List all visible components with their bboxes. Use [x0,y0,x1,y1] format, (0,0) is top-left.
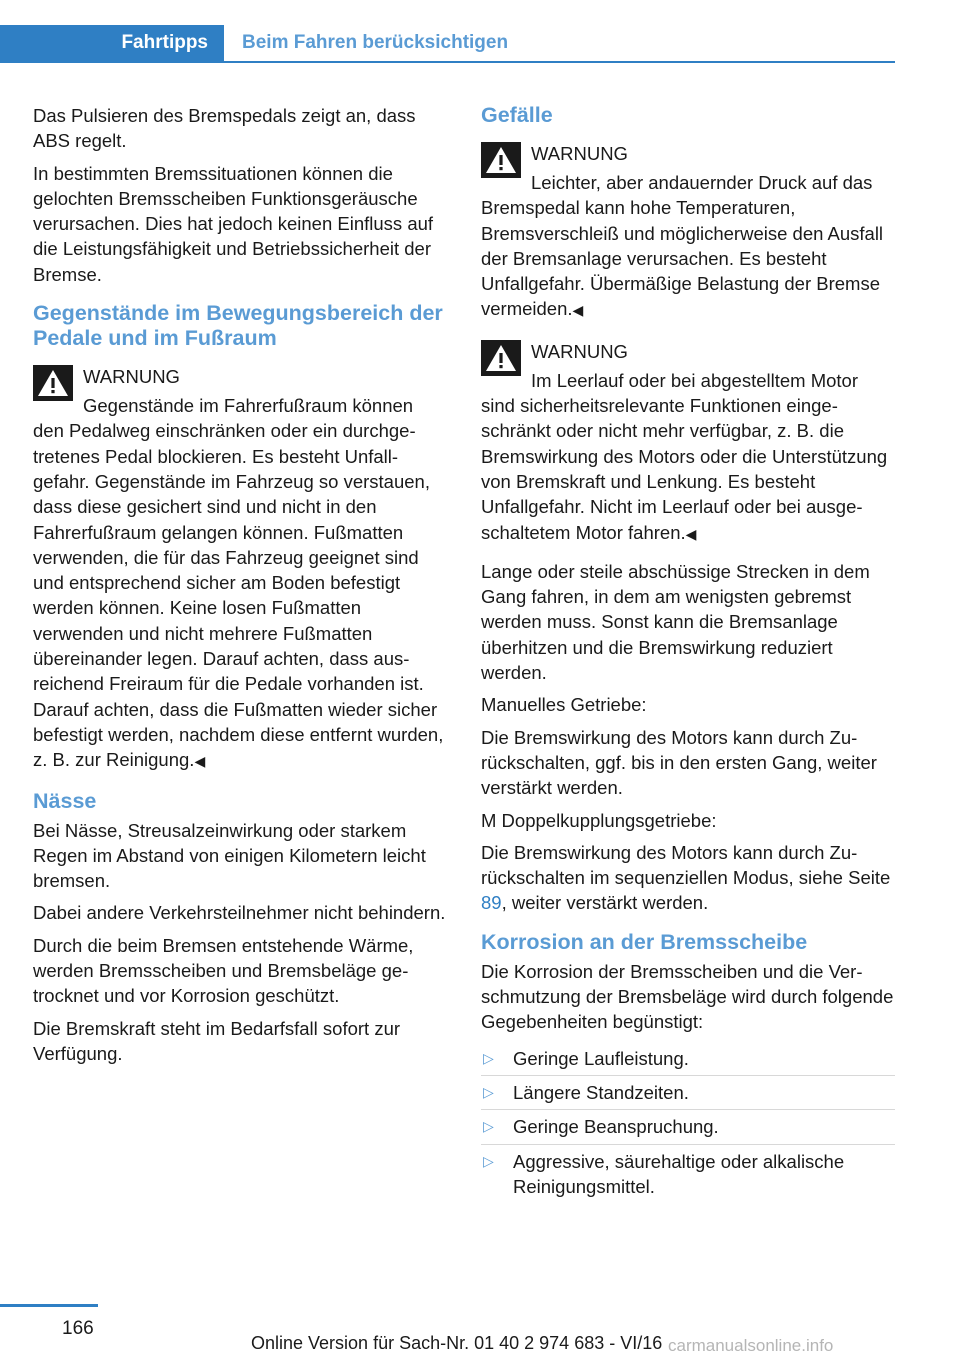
paragraph-text: , weiter verstärkt werden. [501,892,709,914]
watermark: carmanualsonline.info [668,1336,834,1355]
section-heading: Gefälle [481,103,553,127]
section-heading: Korrosion an der Bremsscheibe [481,929,808,954]
paragraph-text: Die Bremswirkung des Motors kann durch Zurückschalten im sequenziellen Modus, siehe Seite [481,841,891,889]
warning-block [481,336,895,547]
section-heading: Gegenstände im Bewegungsbereich der Pedale und im Fußraum [33,301,443,351]
warning-icon [481,340,521,376]
warning-text: Leichter, aber andauernder Druck auf das Bremspedal kann hohe Temperaturen, Bremsverschleiß und möglicherweise den Ausfall der Bremsanlage verursachen. Es besteht Unfallgefahr. Übermäßige Belastung der Bremse vermeiden. [481,172,884,320]
page-number: 166 [62,1318,94,1339]
paragraph: In bestimmten Bremssituationen können die gelochten Bremsscheiben Funktionsgeräusche verursachen. Dies hat jedoch keinen Einfluss auf die Leistungsfähigkeit und Betriebssicherheit der Bremse. [33,162,434,285]
list-item: ▷ Geringe Laufleistung. [481,1042,895,1075]
footer-rule [0,1304,98,1307]
end-mark: ◀ [194,753,206,770]
end-mark: ◀ [685,525,697,542]
section-heading: Nässe [33,788,97,813]
warning-text: Im Leerlauf oder bei abgestelltem Motor sind sicherheitsrelevante Funktionen eingeschränkt oder nicht mehr verfügbar, z. B. die Bremswirkung des Motors oder die Unterstützung von Bremskraft und Lenkung. Es besteht Unfallgefahr. Nicht im Leerlauf oder bei ausgeschaltetem Motor fahren. [481,369,888,543]
paragraph: Manuelles Getriebe: [481,694,647,716]
page-link[interactable]: 89 [481,892,502,914]
list-item: ▷ Geringe Beanspruchung. [481,1109,895,1143]
warning-title: WARNUNG [531,143,628,164]
end-mark: ◀ [572,302,584,319]
paragraph: Die Bremskraft steht im Bedarfsfall sofort zur Verfügung. [33,1017,401,1064]
section-tab[interactable]: Beim Fahren berücksichtigen [242,32,509,53]
paragraph: Die Korrosion der Bremsscheiben und die Verschmutzung der Bremsbeläge wird durch folgende Gegebenheiten begünstigt: [481,960,894,1033]
warning-text: Gegenstände im Fahrerfußraum können den Pedalweg einschränken oder ein durchgetretenes Pedal blockieren. Es besteht Unfallgefahr. Gegenstände im Fahrzeug so verstauen, dass diese gesichert sind und nicht in den Fahrerfußraum gelangen können. Fußmatten verwenden, die für das Fahrzeug geeignet sind und entsprechend sicher am Boden befestigt werden können. Keine losen Fußmatten verwenden und nicht mehrere Fußmatten übereinander legen. Darauf achten, dass ausreichend Freiraum für die Pedale vorhanden ist. Darauf achten, dass die Fußmatten wieder sicher befestigt werden, nachdem diese entfernt wurden, z. B. zur Reinigung. [33,395,444,771]
online-version-note: Online Version für Sach-Nr. 01 40 2 974 683 - VI/16 [251,1333,663,1353]
warning-icon [481,142,521,178]
paragraph: M Doppelkupplungsgetriebe: [481,809,717,831]
paragraph: Das Pulsieren des Bremspedals zeigt an, dass ABS regelt. [33,105,416,152]
paragraph: Bei Nässe, Streusalzeinwirkung oder starkem Regen im Abstand von einigen Kilometern leicht bremsen. [33,819,426,892]
triangle-bullet-icon: ▷ [483,1083,494,1100]
paragraph: Durch die beim Bremsen entstehende Wärme, werden Bremsscheiben und Bremsbeläge getrocknet und vor Korrosion geschützt. [33,934,414,1007]
list-item: ▷ Längere Standzeiten. [481,1075,895,1109]
paragraph [481,840,895,916]
warning-block [481,138,895,324]
left-column [33,103,447,1073]
warning-icon [33,365,73,401]
chapter-tab[interactable]: Fahrtipps [0,25,224,61]
warning-title: WARNUNG [83,366,180,388]
list-item: ▷ Aggressive, säurehaltige oder alkalische Reinigungsmittel. [481,1144,895,1204]
paragraph: Die Bremswirkung des Motors kann durch Zurückschalten, ggf. bis in den ersten Gang, weiter verstärkt werden. [481,726,877,799]
paragraph: Lange oder steile abschüssige Strecken in dem Gang fahren, in dem am wenigsten gebremst werden muss. Sonst kann die Bremsanlage überhitzen und die Bremswirkung reduziert werden. [481,560,870,684]
triangle-bullet-icon: ▷ [483,1118,494,1135]
triangle-bullet-icon: ▷ [483,1152,494,1169]
page-header [0,25,895,63]
bullet-list [481,1042,895,1203]
triangle-bullet-icon: ▷ [483,1049,494,1066]
warning-title: WARNUNG [531,340,628,362]
paragraph: Dabei andere Verkehrsteilnehmer nicht behindern. [33,902,446,924]
right-column [481,103,895,1203]
warning-block [33,361,447,774]
